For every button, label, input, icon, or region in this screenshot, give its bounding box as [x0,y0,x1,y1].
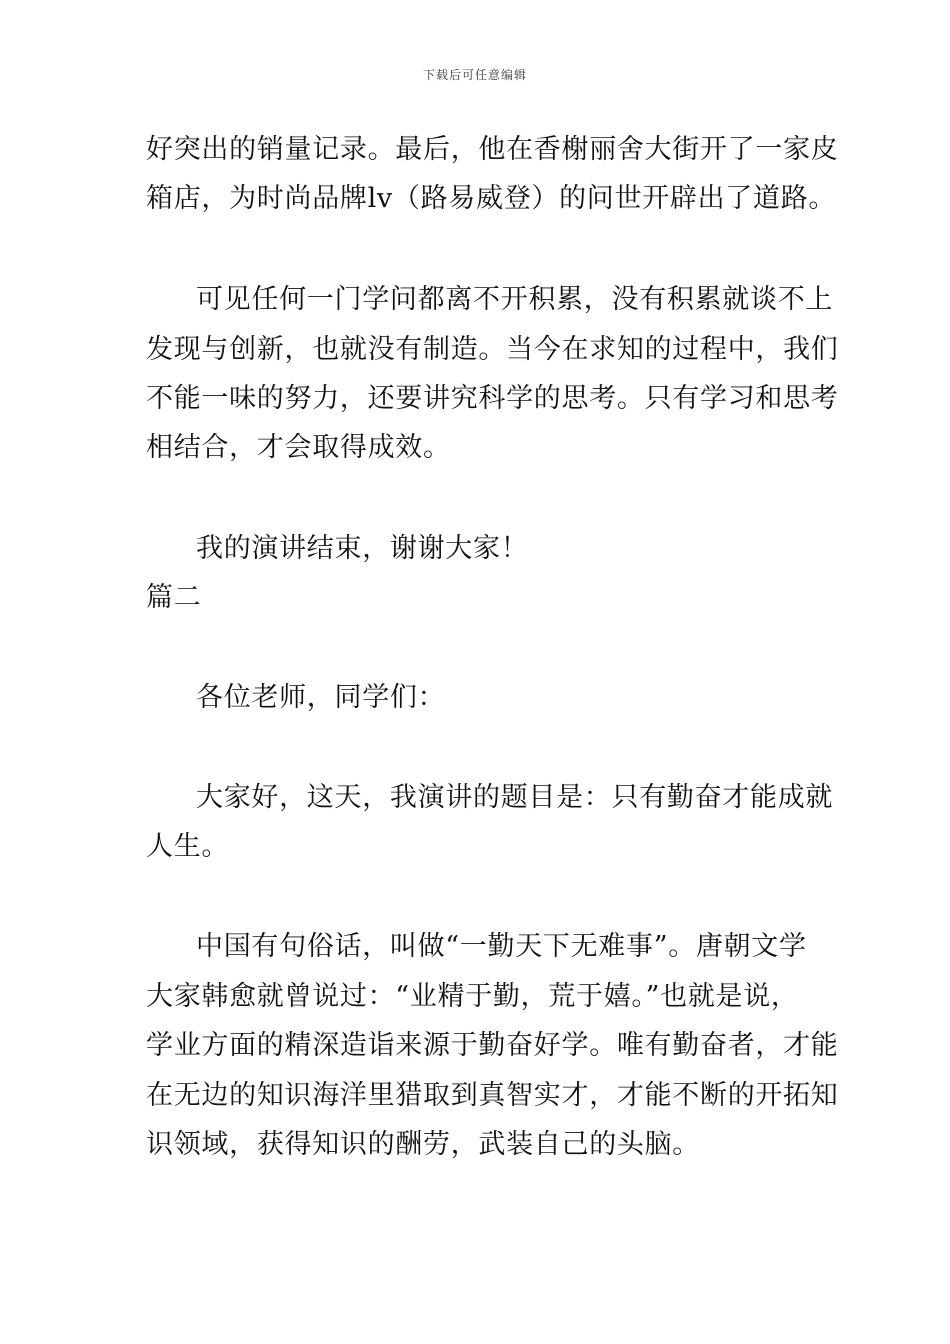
section-heading: 篇二 [146,582,202,613]
paragraph-line: 可见任何一门学问都离不开积累，没有积累就谈不上 [196,284,834,315]
paragraph-line: 大家好，这天，我演讲的题目是：只有勤奋才能成就 [196,782,834,813]
paragraph-line: 大家韩愈就曾说过：“业精于勤，荒于嬉。”也就是说， [146,981,799,1012]
paragraph-line: 在无边的知识海洋里猎取到真智实才，才能不断的开拓知 [146,1080,839,1111]
paragraph-line: 我的演讲结束，谢谢大家！ [196,533,529,564]
paragraph-line: 相结合，才会取得成效。 [146,432,451,463]
paragraph-line: 学业方面的精深造诣来源于勤奋好学。唯有勤奋者，才能 [146,1030,839,1061]
paragraph-line: 识领域，获得知识的酬劳，武装自己的头脑。 [146,1129,700,1160]
page-header: 下载后可任意编辑 [422,68,527,82]
paragraph-line: 中国有句俗话，叫做“一勤天下无难事”。唐朝文学 [196,931,807,962]
salutation-line: 各位老师，同学们： [196,682,446,713]
paragraph-line: 箱店，为时尚品牌lv（路易威登）的问世开辟出了道路。 [146,183,837,214]
paragraph-line: 人生。 [146,831,230,862]
paragraph-line: 好突出的销量记录。最后，他在香榭丽舍大街开了一家皮 [146,134,839,165]
paragraph-line: 发现与创新，也就没有制造。当今在求知的过程中，我们 [146,334,839,365]
paragraph-line: 不能一味的努力，还要讲究科学的思考。只有学习和思考 [146,383,839,414]
